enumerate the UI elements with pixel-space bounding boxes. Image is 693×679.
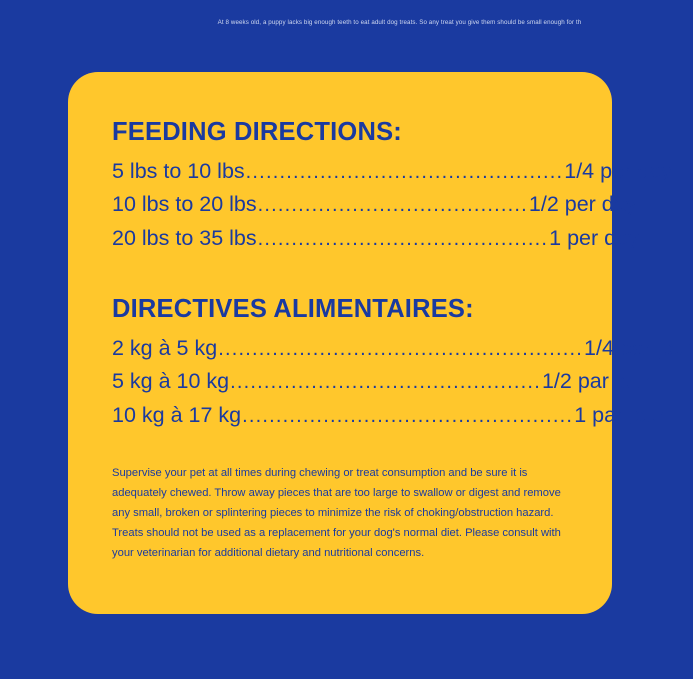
directives-row-value: 1 par jour [574, 402, 666, 427]
directives-row-dots: ................................................. [242, 404, 574, 427]
feeding-row-label: 20 lbs to 35 lbs [112, 225, 257, 250]
directives-row [112, 399, 666, 432]
feeding-row-dots: ........................................... [257, 227, 549, 250]
feeding-row-dots: ............................................... [245, 161, 564, 183]
feeding-row-label: 10 lbs to 20 lbs [112, 192, 257, 217]
directives-row-label: 5 kg à 10 kg [112, 369, 230, 394]
directives-row [112, 365, 651, 398]
feeding-row [112, 188, 637, 221]
section-spacer [112, 265, 572, 295]
directives-row-value: 1/2 par jour [541, 369, 651, 394]
feeding-row-label: 5 lbs to 10 lbs [112, 159, 245, 183]
feeding-row [112, 155, 672, 188]
directives-row [112, 332, 693, 365]
directives-row-dots: .............................................. [230, 371, 541, 394]
feeding-row-dots: ........................................ [257, 194, 528, 217]
directives-alimentaires-title: DIRECTIVES ALIMENTAIRES: [112, 294, 474, 323]
feeding-directions-section [112, 118, 672, 255]
feeding-directions-card [68, 72, 693, 614]
directives-row-value: 1/4 par jour [584, 335, 693, 360]
feeding-row-value: 1/2 per day [528, 192, 637, 217]
safety-disclaimer-text: Supervise your pet at all times during chewing or treat consumption and be sure it is adequately chewed. Throw away pieces that are too large to swallow or digest and remove any small, broken or splintering pieces to minimize the risk of choking/obstruction hazard. Treats should not be used as a replacement for your dog's normal diet. Please consult with your veterinarian for additional dietary and nutritional concerns. [112, 466, 561, 559]
feeding-directions-title: FEEDING DIRECTIONS: [112, 118, 402, 146]
directives-row-label: 10 kg à 17 kg [112, 402, 242, 427]
directives-row-dots: ...................................................... [218, 337, 584, 360]
safety-disclaimer [112, 464, 572, 564]
feeding-row [112, 222, 639, 255]
directives-row-label: 2 kg à 5 kg [112, 335, 218, 360]
directives-alimentaires-section [112, 294, 693, 432]
feeding-row-value: 1/4 per day [564, 159, 672, 183]
top-note-strip [0, 0, 679, 44]
top-note-text: At 8 weeks old, a puppy lacks big enough teeth to eat adult dog treats. So any treat you give them should be small enough for th [217, 18, 582, 26]
feeding-row-value: 1 per day [549, 225, 639, 250]
